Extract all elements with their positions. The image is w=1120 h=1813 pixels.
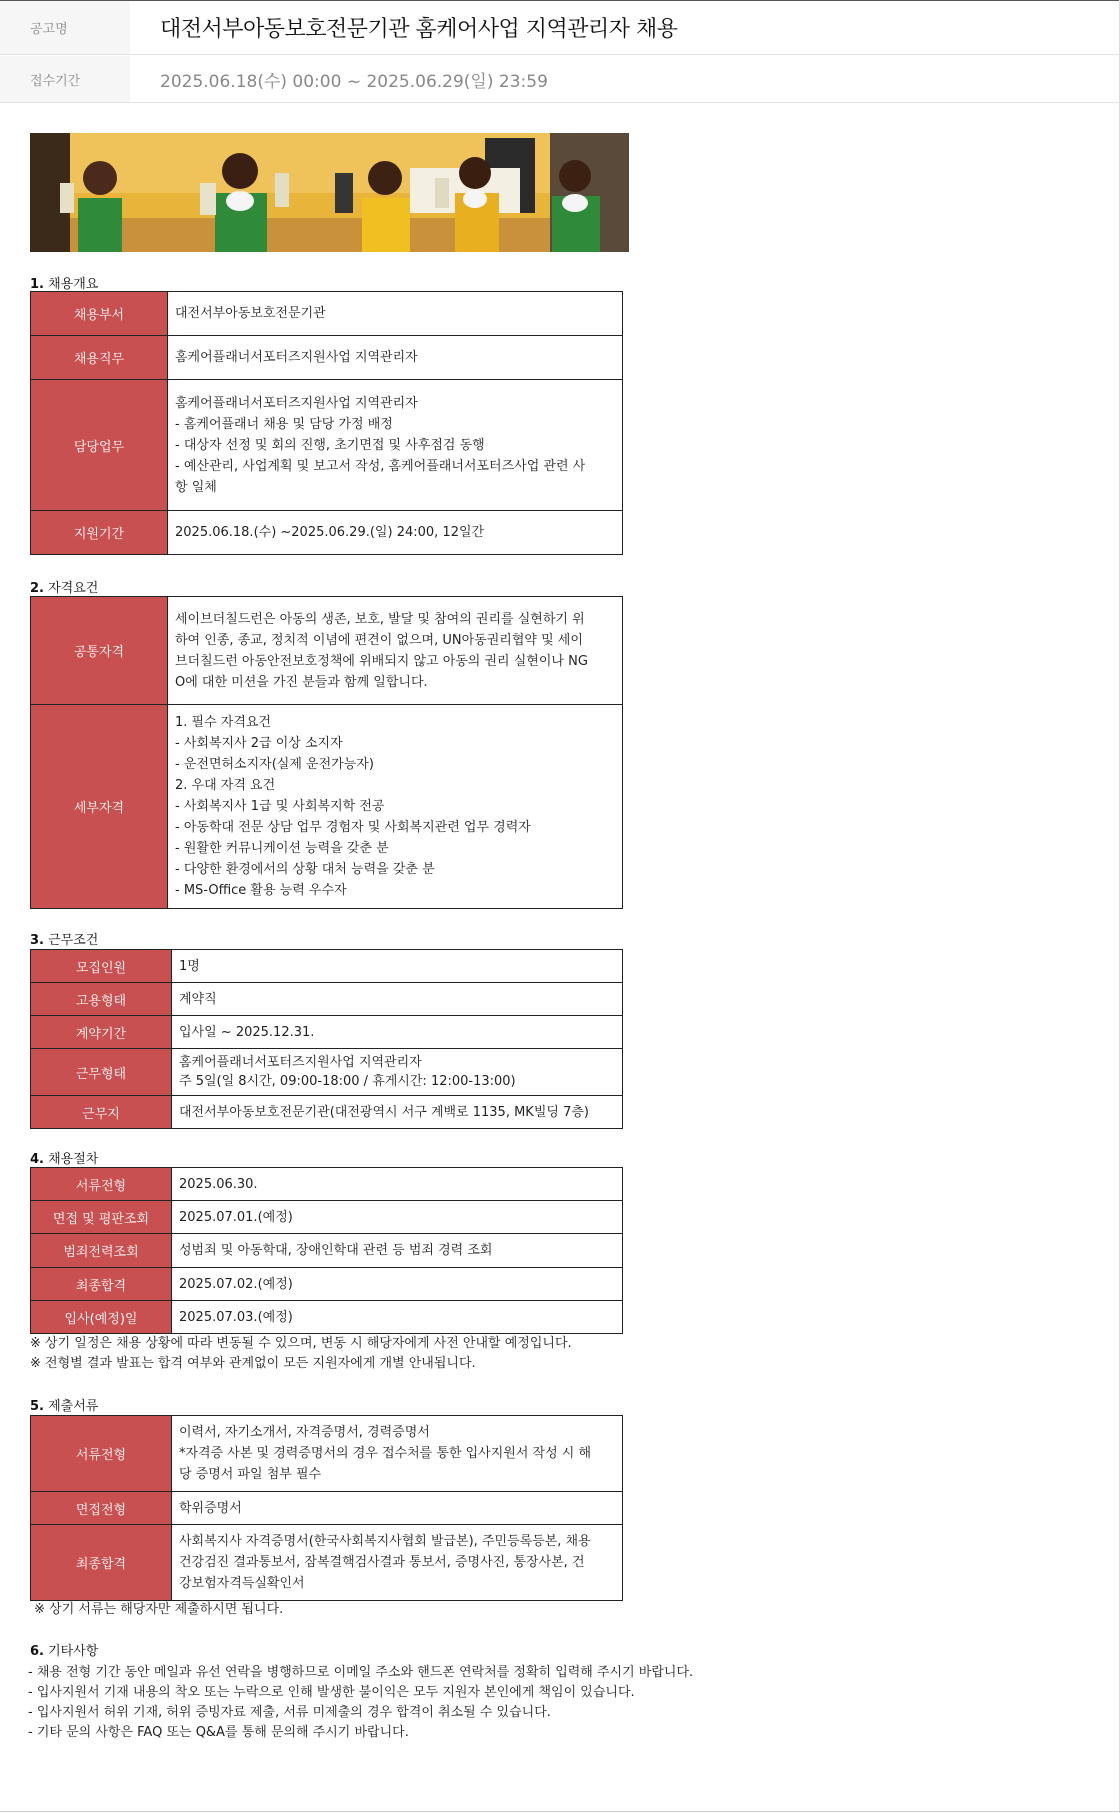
misc-line: - 입사지원서 기재 내용의 착오 또는 누락으로 인해 발생한 불이익은 모두 지원자 본인에게 책임이 있습니다. <box>28 1685 635 1700</box>
table-row <box>31 1525 623 1601</box>
section-3-table <box>30 949 623 1129</box>
row-key: 서류전형 <box>31 1416 172 1492</box>
table-row <box>31 597 623 705</box>
row-key: 계약기간 <box>31 1016 172 1049</box>
section-5-note: ※ 상기 서류는 해당자만 제출하시면 됩니다. <box>30 1602 284 1617</box>
row-key: 근무형태 <box>31 1049 172 1096</box>
children-photo <box>30 133 629 252</box>
row-value: 2025.07.02.(예정) <box>172 1268 623 1301</box>
row-value: 홈케어플래너서포터즈지원사업 지역관리자 - 홈케어플래너 채용 및 담당 가정 배정 - 대상자 선정 및 회의 진행, 초기면접 및 사후점검 동행 - 예산관리, 사업계획 및 보고서 작성, 홈케어플래너서포터즈사업 관련 사 항 일체 <box>168 380 623 511</box>
table-row <box>31 380 623 511</box>
row-value: 성범죄 및 아동학대, 장애인학대 관련 등 범죄 경력 조회 <box>172 1234 623 1268</box>
note-line: ※ 상기 일정은 채용 상황에 따라 변동될 수 있으며, 변동 시 해당자에게 사전 안내할 예정입니다. <box>30 1336 572 1351</box>
table-row <box>31 705 623 909</box>
row-value: 홈케어플래너서포터즈지원사업 지역관리자 <box>168 336 623 380</box>
table-row <box>31 1201 623 1234</box>
row-key: 지원기간 <box>31 511 168 555</box>
row-key: 최종합격 <box>31 1268 172 1301</box>
section-6-title: 6. 기타사항 <box>30 1644 99 1659</box>
row-key: 근무지 <box>31 1096 172 1129</box>
section-2-title: 2. 자격요건 <box>30 581 99 596</box>
row-key: 모집인원 <box>31 950 172 983</box>
row-value: 사회복지사 자격증명서(한국사회복지사협회 발급본), 주민등록등본, 채용 건강검진 결과통보서, 잠복결핵검사결과 통보서, 증명사진, 통장사본, 건 강보험자격득실확인서 <box>172 1525 623 1601</box>
section-4-title: 4. 채용절차 <box>30 1152 99 1167</box>
section-2-table <box>30 596 623 909</box>
table-row <box>31 336 623 380</box>
row-key: 담당업무 <box>31 380 168 511</box>
table-row <box>31 511 623 555</box>
row-value: 이력서, 자기소개서, 자격증명서, 경력증명서 *자격증 사본 및 경력증명서의 경우 접수처를 통한 입사지원서 작성 시 해 당 증명서 파일 첨부 필수 <box>172 1416 623 1492</box>
row-value: 2025.07.01.(예정) <box>172 1201 623 1234</box>
application-period: 2025.06.18(수) 00:00 ~ 2025.06.29(일) 23:59 <box>160 71 548 92</box>
section-1-table <box>30 291 623 555</box>
row-value: 1. 필수 자격요건 - 사회복지사 2급 이상 소지자 - 운전면허소지자(실제 운전가능자) 2. 우대 자격 요건 - 사회복지사 1급 및 사회복지학 전공 - 아동학대 전문 상담 업무 경험자 및 사회복지관련 업무 경력자 - 원활한 커뮤니케이션 능력을 갖춘 분 - 다양한 환경에서의 상황 대처 능력을 갖춘 분 - MS-Office 활용 능력 우수자 <box>168 705 623 909</box>
row-key: 범죄전력조회 <box>31 1234 172 1268</box>
title-label: 공고명 <box>0 1 130 54</box>
period-label: 접수기간 <box>0 56 130 102</box>
row-value: 2025.06.18.(수) ~2025.06.29.(일) 24:00, 12일간 <box>168 511 623 555</box>
table-row <box>31 1416 623 1492</box>
row-value: 입사일 ~ 2025.12.31. <box>172 1016 623 1049</box>
row-key: 서류전형 <box>31 1168 172 1201</box>
table-row <box>31 1268 623 1301</box>
misc-line: - 입사지원서 허위 기재, 허위 증빙자료 제출, 서류 미제출의 경우 합격이 취소될 수 있습니다. <box>28 1705 551 1720</box>
section-4-notes <box>30 1334 572 1374</box>
period-row <box>0 56 1120 103</box>
title-row <box>0 1 1120 55</box>
table-row <box>31 1016 623 1049</box>
row-key: 면접전형 <box>31 1492 172 1525</box>
row-value: 세이브더칠드런은 아동의 생존, 보호, 발달 및 참여의 권리를 실현하기 위 하여 인종, 종교, 정치적 이념에 편견이 없으며, UN아동권리협약 및 세이 브더칠드런 아동안전보호정책에 위배되지 않고 아동의 권리 실현이나 NG O에 대한 미션을 가진 분들과 함께 일합니다. <box>168 597 623 705</box>
table-row <box>31 983 623 1016</box>
row-key: 면접 및 평판조회 <box>31 1201 172 1234</box>
table-row <box>31 1301 623 1334</box>
row-value: 대전서부아동보호전문기관 <box>168 292 623 336</box>
row-key: 공통자격 <box>31 597 168 705</box>
note-line: ※ 전형별 결과 발표는 합격 여부와 관계없이 모든 지원자에게 개별 안내됩니다. <box>30 1356 476 1371</box>
row-key: 채용직무 <box>31 336 168 380</box>
table-row <box>31 1168 623 1201</box>
row-key: 세부자격 <box>31 705 168 909</box>
section-5-table <box>30 1415 623 1601</box>
row-value: 2025.07.03.(예정) <box>172 1301 623 1334</box>
table-row <box>31 1096 623 1129</box>
section-4-table <box>30 1167 623 1334</box>
table-row <box>31 950 623 983</box>
row-value: 1명 <box>172 950 623 983</box>
row-value: 대전서부아동보호전문기관(대전광역시 서구 계백로 1135, MK빌딩 7층) <box>172 1096 623 1129</box>
section-1-title: 1. 채용개요 <box>30 277 99 292</box>
row-value: 홈케어플래너서포터즈지원사업 지역관리자 주 5일(일 8시간, 09:00-18:00 / 휴게시간: 12:00-13:00) <box>172 1049 623 1096</box>
row-value: 계약직 <box>172 983 623 1016</box>
posting-title: 대전서부아동보호전문기관 홈케어사업 지역관리자 채용 <box>160 17 678 42</box>
row-value: 2025.06.30. <box>172 1168 623 1201</box>
table-row <box>31 1492 623 1525</box>
section-5-title: 5. 제출서류 <box>30 1399 99 1414</box>
table-row <box>31 1234 623 1268</box>
section-3-title: 3. 근무조건 <box>30 933 99 948</box>
row-key: 최종합격 <box>31 1525 172 1601</box>
misc-line: - 기타 문의 사항은 FAQ 또는 Q&A를 통해 문의해 주시기 바랍니다. <box>28 1725 409 1740</box>
row-key: 채용부서 <box>31 292 168 336</box>
row-key: 고용형태 <box>31 983 172 1016</box>
table-row <box>31 1049 623 1096</box>
misc-line: - 채용 전형 기간 동안 메일과 유선 연락을 병행하므로 이메일 주소와 핸드폰 연락처를 정확히 입력해 주시기 바랍니다. <box>28 1665 694 1680</box>
banner-image <box>30 133 629 252</box>
table-row <box>31 292 623 336</box>
row-value: 학위증명서 <box>172 1492 623 1525</box>
row-key: 입사(예정)일 <box>31 1301 172 1334</box>
